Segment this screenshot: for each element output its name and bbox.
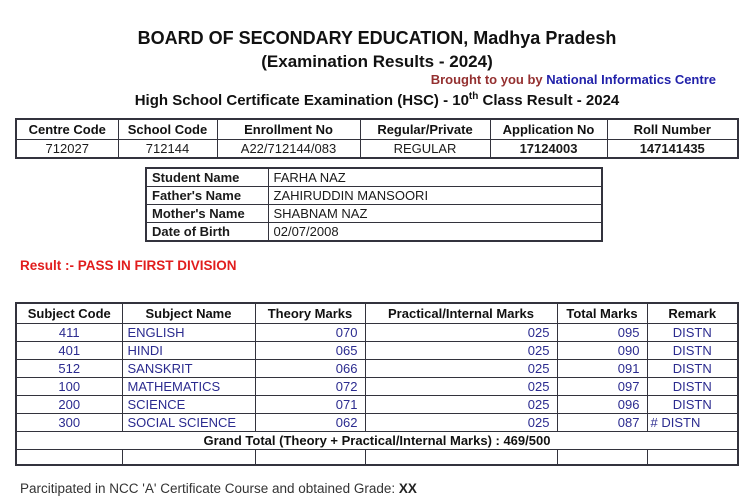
subject-name-cell: HINDI [122,341,255,359]
marks-table [15,302,739,466]
practical-marks-cell: 025 [365,323,557,341]
result-status-line: Result :- PASS IN FIRST DIVISION [20,258,237,274]
application-no-value: 17124003 [490,140,607,159]
regular-private-value: REGULAR [360,140,490,159]
practical-marks-cell: 025 [365,359,557,377]
date-of-birth-value: 02/07/2008 [268,223,602,242]
centre-code-value: 712027 [16,140,118,159]
col-header-application-no: Application No [490,119,607,140]
subject-code-cell: 100 [16,377,122,395]
ncc-note [20,481,754,497]
practical-marks-cell: 025 [365,341,557,359]
credit-prefix: Brought to you by [430,71,547,87]
candidate-value-row [16,140,738,159]
col-header-enrollment-no: Enrollment No [217,119,360,140]
empty-cell [647,449,738,465]
marks-row [16,341,738,359]
grand-total-cell: Grand Total (Theory + Practical/Internal Marks) : 469/500 [16,431,738,449]
subject-code-cell: 401 [16,341,122,359]
marks-row [16,395,738,413]
empty-cell [557,449,647,465]
subject-code-cell: 411 [16,323,122,341]
subject-code-cell: 200 [16,395,122,413]
subject-name-cell: ENGLISH [122,323,255,341]
empty-cell [16,449,122,465]
candidate-header-row [16,119,738,140]
theory-marks-cell: 062 [255,413,365,431]
theory-marks-cell: 072 [255,377,365,395]
school-code-value: 712144 [118,140,217,159]
enrollment-no-value: A22/712144/083 [217,140,360,159]
col-header-subject-name: Subject Name [122,303,255,324]
remark-cell: DISTN [647,359,738,377]
theory-marks-cell: 071 [255,395,365,413]
date-of-birth-label: Date of Birth [146,223,268,242]
col-header-remark: Remark [647,303,738,324]
exam-heading-post: Class Result - 2024 [478,91,620,109]
col-header-theory-marks: Theory Marks [255,303,365,324]
subject-name-cell: SOCIAL SCIENCE [122,413,255,431]
theory-marks-cell: 070 [255,323,365,341]
result-page [0,28,754,498]
total-marks-cell: 097 [557,377,647,395]
page-subtitle: (Examination Results - 2024) [261,51,493,71]
total-marks-cell: 091 [557,359,647,377]
theory-marks-cell: 066 [255,359,365,377]
practical-marks-cell: 025 [365,395,557,413]
ncc-grade-value: XX [398,480,417,496]
total-marks-cell: 087 [557,413,647,431]
father-name-row [146,187,602,205]
col-header-roll-number: Roll Number [607,119,738,140]
grand-total-row [16,431,738,449]
col-header-subject-code: Subject Code [16,303,122,324]
mother-name-row [146,205,602,223]
total-marks-cell: 096 [557,395,647,413]
col-header-school-code: School Code [118,119,217,140]
total-marks-cell: 090 [557,341,647,359]
page-title: BOARD OF SECONDARY EDUCATION, Madhya Pradesh [137,28,617,48]
col-header-total-marks: Total Marks [557,303,647,324]
subject-name-cell: SCIENCE [122,395,255,413]
marks-header-row [16,303,738,324]
mother-name-label: Mother's Name [146,205,268,223]
remark-cell: DISTN [647,323,738,341]
marks-row [16,377,738,395]
remark-cell: # DISTN [647,413,738,431]
total-marks-cell: 095 [557,323,647,341]
empty-cell [122,449,255,465]
col-header-regular-private: Regular/Private [360,119,490,140]
father-name-value: ZAHIRUDDIN MANSOORI [268,187,602,205]
marks-row [16,359,738,377]
empty-row [16,449,738,465]
exam-heading-superscript: th [468,90,479,102]
practical-marks-cell: 025 [365,413,557,431]
subject-code-cell: 512 [16,359,122,377]
ncc-note-text: Parcitipated in NCC 'A' Certificate Course and obtained Grade: [20,480,399,496]
father-name-label: Father's Name [146,187,268,205]
remark-cell: DISTN [647,341,738,359]
mother-name-value: SHABNAM NAZ [268,205,602,223]
student-name-row [146,168,602,187]
subject-code-cell: 300 [16,413,122,431]
nic-credit-link[interactable]: National Informatics Centre [546,71,716,87]
exam-heading-pre: High School Certificate Examination (HSC) - 10 [134,91,469,109]
theory-marks-cell: 065 [255,341,365,359]
exam-heading [0,90,754,111]
subject-name-cell: MATHEMATICS [122,377,255,395]
practical-marks-cell: 025 [365,377,557,395]
marks-row [16,413,738,431]
candidate-info-table [15,118,739,159]
credit-line [0,73,754,88]
student-info-table [145,167,603,242]
marks-row [16,323,738,341]
date-of-birth-row [146,223,602,242]
empty-cell [365,449,557,465]
empty-cell [255,449,365,465]
student-name-value: FARHA NAZ [268,168,602,187]
col-header-practical-marks: Practical/Internal Marks [365,303,557,324]
remark-cell: DISTN [647,377,738,395]
subject-name-cell: SANSKRIT [122,359,255,377]
roll-number-value: 147141435 [607,140,738,159]
student-name-label: Student Name [146,168,268,187]
col-header-centre-code: Centre Code [16,119,118,140]
remark-cell: DISTN [647,395,738,413]
